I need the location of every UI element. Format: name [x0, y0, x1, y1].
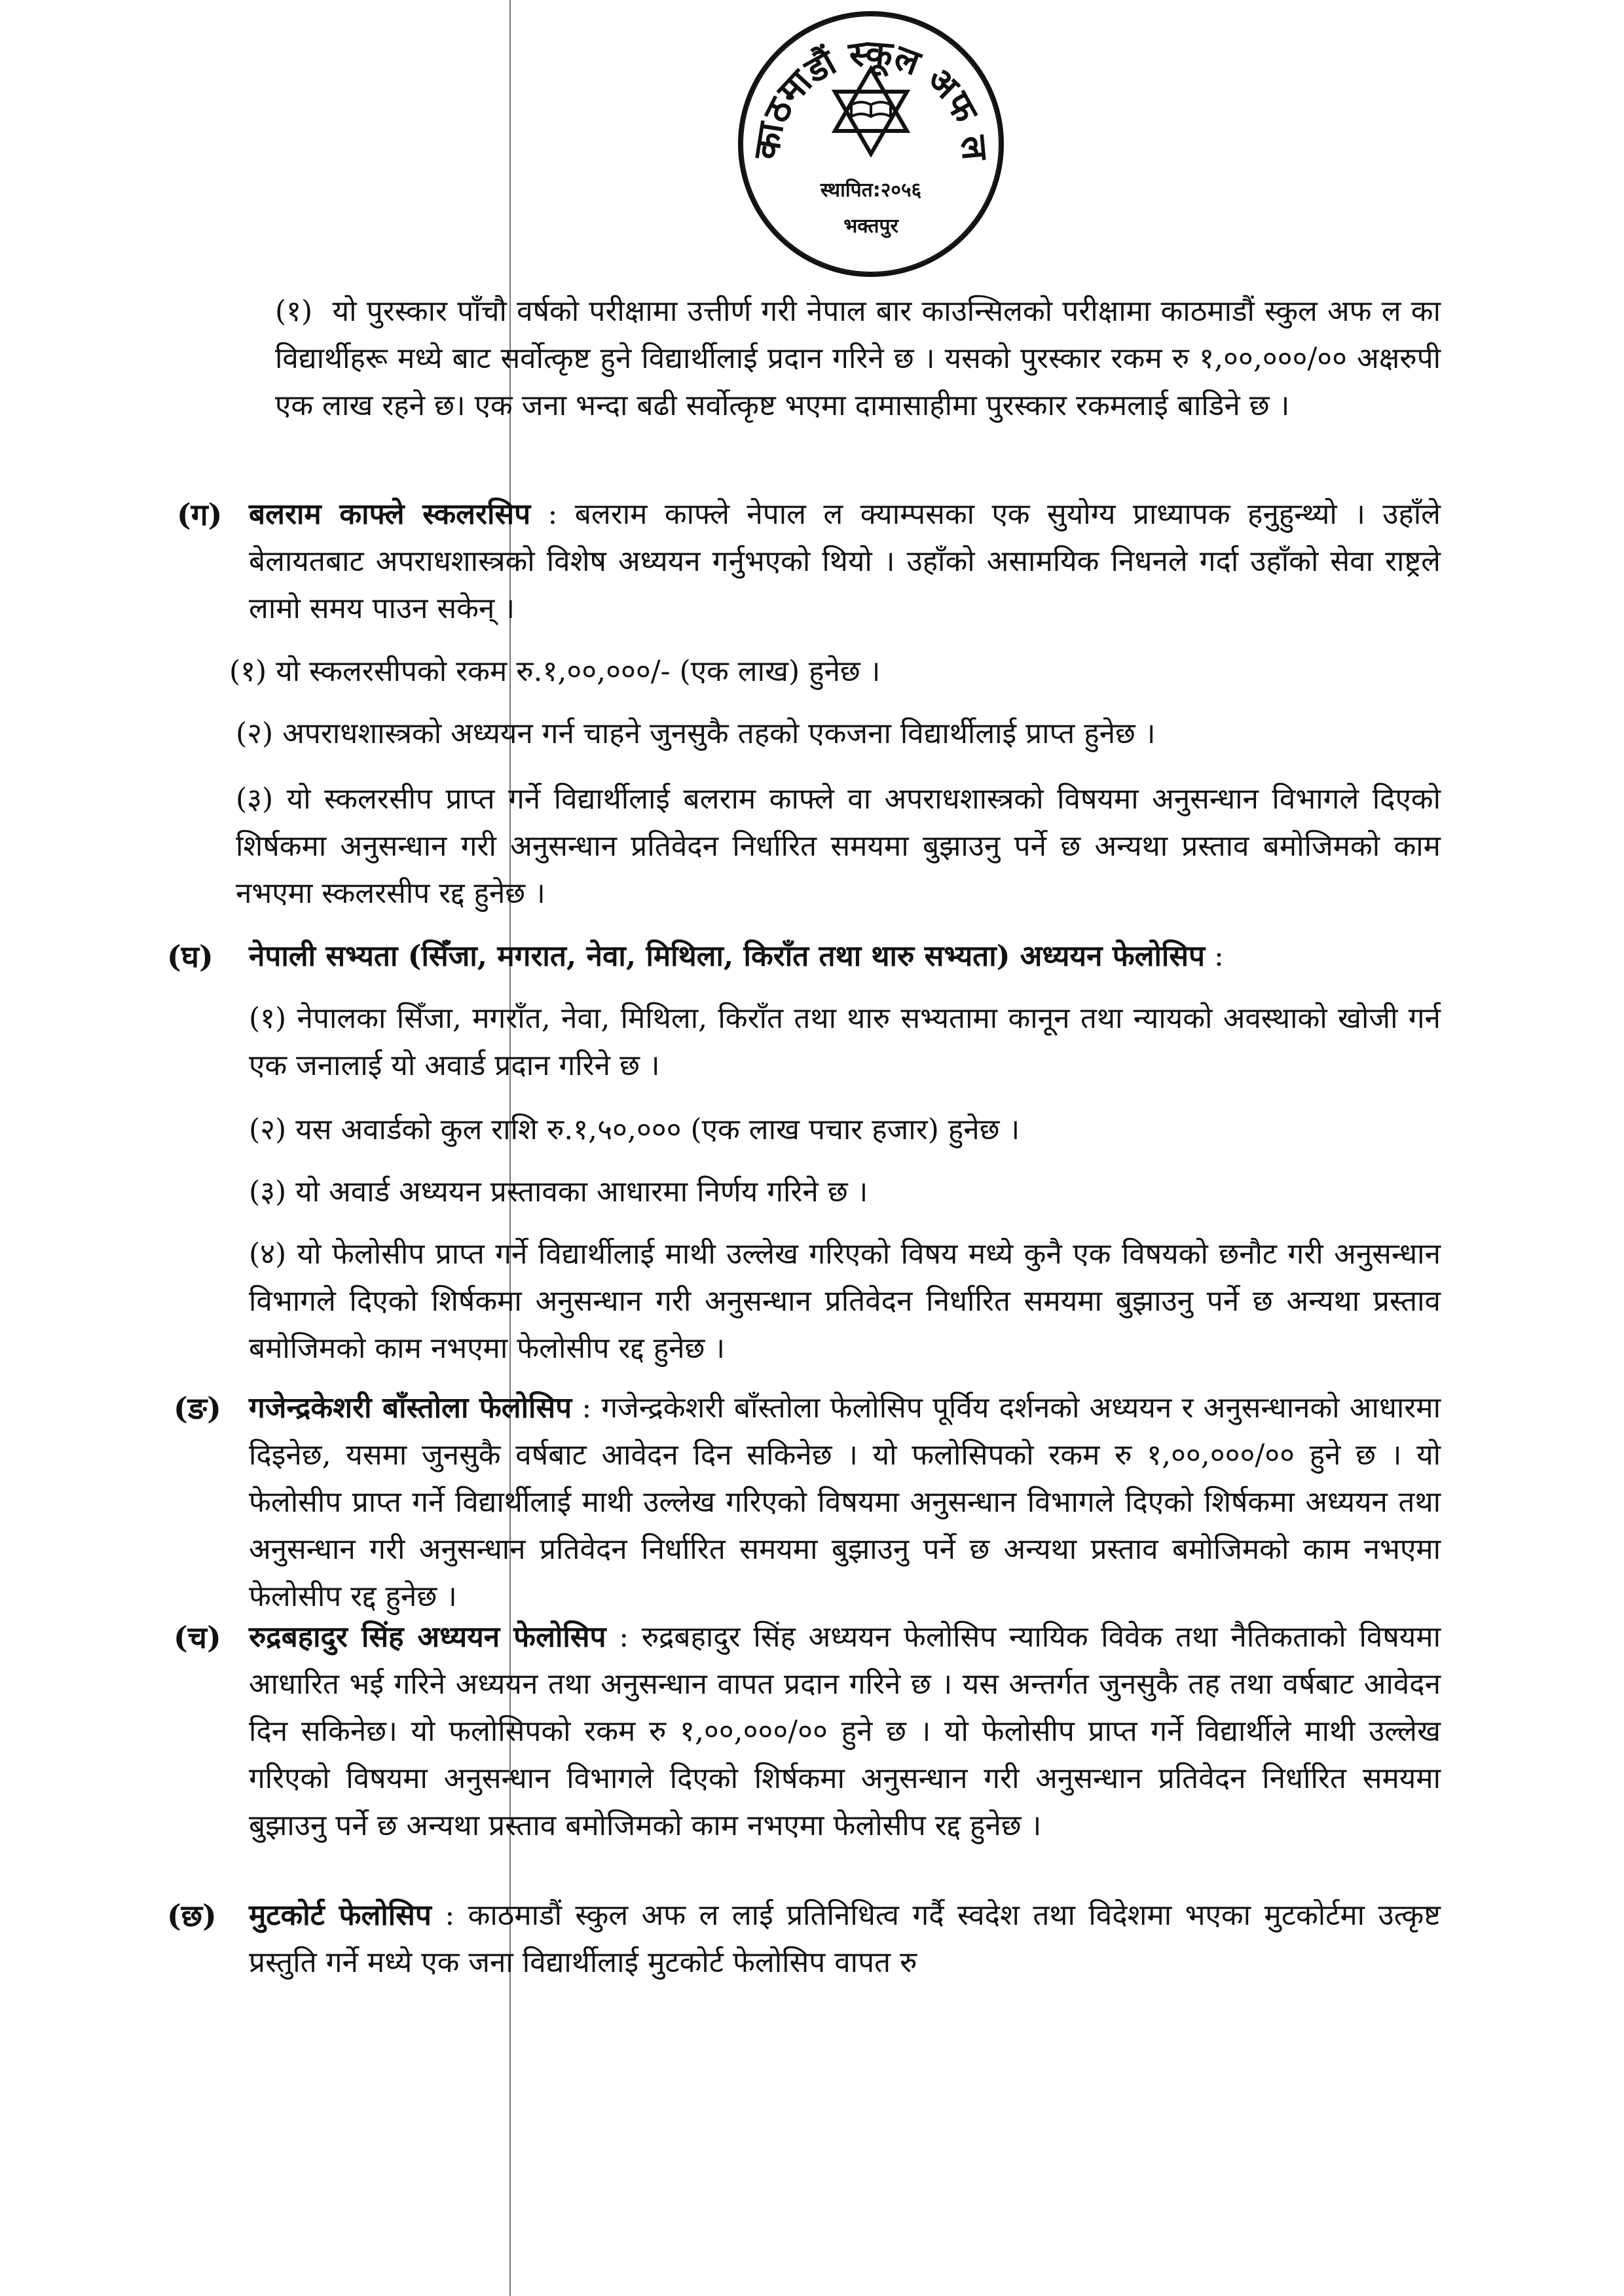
section-gha-item-3: (३) यो अवार्ड अध्ययन प्रस्तावका आधारमा निर्णय गरिने छ । [249, 1175, 868, 1209]
star-icon [835, 69, 907, 131]
section-gha-item-2: (२) यस अवार्डको कुल राशि रु.१,५०,००० (एक लाख पचार हजार) हुनेछ । [249, 1113, 1020, 1146]
section-cha-label: (च) [174, 1620, 221, 1655]
section-cha-body: रुद्रबहादुर सिंह अध्ययन फेलोसिप : रुद्रबहादुर सिंह अध्ययन फेलोसिप न्यायिक विवेक तथा नैतिकताको विषयमा आधारित भई गरिने अध्ययन तथा अनुसन्धान वापत प्रदान गरिने छ । यस अन्तर्गत जुनसुकै तह तथा वर्षबाट आवेदन दिन सकिनेछ। यो फलोसिपको रकम रु १,००,०००/०० हुने छ । यो फेलोसीप प्राप्त गर्ने विद्यार्थीले माथी उल्लेख गरिएको विषयमा अनुसन्धान विभागले दिएको शिर्षकमा अनुसन्धान गरी अनुसन्धान प्रतिवेदन निर्धारित समयमा बुझाउनु पर्ने छ अन्यथा प्रस्ताव बमोजिमको काम नभएमा फेलोसीप रद्द हुनेछ । [249, 1620, 1441, 1842]
section-ga-item-2: (२) अपराधशास्त्रको अध्ययन गर्न चाहने जुनसुकै तहको एकजना विद्यार्थीलाई प्राप्त हुनेछ । [236, 717, 1156, 750]
book-icon [851, 102, 891, 117]
section-ga-label: (ग) [177, 497, 223, 532]
section-nga-body: गजेन्द्रकेशरी बाँस्तोला फेलोसिप : गजेन्द्रकेशरी बाँस्तोला फेलोसिप पूर्विय दर्शनको अध्ययन र अनुसन्धानको आधारमा दिइनेछ, यसमा जुनसुकै वर्षबाट आवेदन दिन सकिनेछ । यो फलोसिपको रकम रु १,००,०००/०० हुने छ । यो फेलोसीप प्राप्त गर्ने विद्यार्थीलाई माथी उल्लेख गरिएको विषयमा अनुसन्धान विभागले दिएको शिर्षकमा अध्ययन तथा अनुसन्धान गरी अनुसन्धान प्रतिवेदन निर्धारित समयमा बुझाउनु पर्ने छ अन्यथा प्रस्ताव बमोजिमको काम नभएमा फेलोसीप रद्द हुनेछ । [249, 1391, 1441, 1613]
section-cha-title: रुद्रबहादुर सिंह अध्ययन फेलोसिप [249, 1620, 606, 1654]
section-chha-label: (छ) [167, 1898, 217, 1933]
section-chha-title: मुटकोर्ट फेलोसिप [249, 1899, 432, 1932]
school-seal [733, 7, 1008, 282]
section-gha-item-4: (४) यो फेलोसीप प्राप्त गर्ने विद्यार्थीलाई माथी उल्लेख गरिएको विषय मध्ये कुनै एक विषयको छनौट गरी अनुसन्धान विभागले दिएको शिर्षकमा अनुसन्धान गरी अनुसन्धान प्रतिवेदन निर्धारित समयमा बुझाउनु पर्ने छ अन्यथा प्रस्ताव बमोजिमको काम नभएमा फेलोसीप रद्द हुनेछ । [249, 1237, 1441, 1365]
section-gha-label: (घ) [167, 939, 213, 974]
prize-item-1: (१) यो पुरस्कार पाँचौ वर्षको परीक्षामा उत्तीर्ण गरी नेपाल बार काउन्सिलको परीक्षामा काठमाडौं स्कुल अफ ल का विद्यार्थीहरू मध्ये बाट सर्वोत्कृष्ट हुने विद्यार्थीलाई प्रदान गरिने छ । यसको पुरस्कार रकम रु १,००,०००/०० अक्षरुपी एक लाख रहने छ। एक जना भन्दा बढी सर्वोत्कृष्ट भएमा दामासाहीमा पुरस्कार रकमलाई बाडिने छ । [275, 295, 1441, 422]
section-ga-intro: बलराम काफ्ले स्कलरसिप : बलराम काफ्ले नेपाल ल क्याम्पसका एक सुयोग्य प्राध्यापक हनुहुन्थ्यो । उहाँले बेलायतबाट अपराधशास्त्रको विशेष अध्ययन गर्नुभएको थियो । उहाँको असामयिक निधनले गर्दा उहाँको सेवा राष्ट्रले लामो समय पाउन सकेन् । [249, 498, 1441, 625]
section-ga-title: बलराम काफ्ले स्कलरसिप [249, 498, 531, 531]
section-gha-heading: नेपाली सभ्यता (सिँजा, मगरात, नेवा, मिथिला, किराँत तथा थारु सभ्यता) अध्ययन फेलोसिप : [249, 939, 1224, 973]
section-ga-item-3: (३) यो स्कलरसीप प्राप्त गर्ने विद्यार्थीलाई बलराम काफ्ले वा अपराधशास्त्रको विषयमा अनुसन्धान विभागले दिएको शिर्षकमा अनुसन्धान गरी अनुसन्धान प्रतिवेदन निर्धारित समयमा बुझाउनु पर्ने छ अन्यथा प्रस्ताव बमोजिमको काम नभएमा स्कलरसीप रद्द हुनेछ । [236, 782, 1441, 910]
seal-place: भक्तपुर [843, 215, 898, 238]
seal-established: स्थापित:२०५६ [820, 179, 922, 202]
section-ga-item-1: (१) यो स्कलरसीपको रकम रु.१,००,०००/- (एक लाख) हुनेछ । [229, 655, 881, 688]
section-chha-body: मुटकोर्ट फेलोसिप : काठमाडौं स्कुल अफ ल लाई प्रतिनिधित्व गर्दै स्वदेश तथा विदेशमा भएका मुटकोर्टमा उत्कृष्ट प्रस्तुति गर्ने मध्ये एक जना विद्यार्थीलाई मुटकोर्ट फेलोसिप वापत रु [249, 1899, 1441, 1979]
section-gha-item-1: (१) नेपालका सिँजा, मगराँत, नेवा, मिथिला, किराँत तथा थारु सभ्यतामा कानून तथा न्यायको अवस्थाको खोजी गर्न एक जनालाई यो अवार्ड प्रदान गरिने छ । [249, 1002, 1441, 1082]
section-nga-label: (ङ) [174, 1391, 221, 1426]
seal-name: काठमाडौं स्कूल अफ ल [745, 31, 996, 162]
section-gha-title: नेपाली सभ्यता (सिँजा, मगरात, नेवा, मिथिला, किराँत तथा थारु सभ्यता) अध्ययन फेलोसिप [249, 939, 1205, 973]
section-nga-title: गजेन्द्रकेशरी बाँस्तोला फेलोसिप [249, 1391, 572, 1425]
